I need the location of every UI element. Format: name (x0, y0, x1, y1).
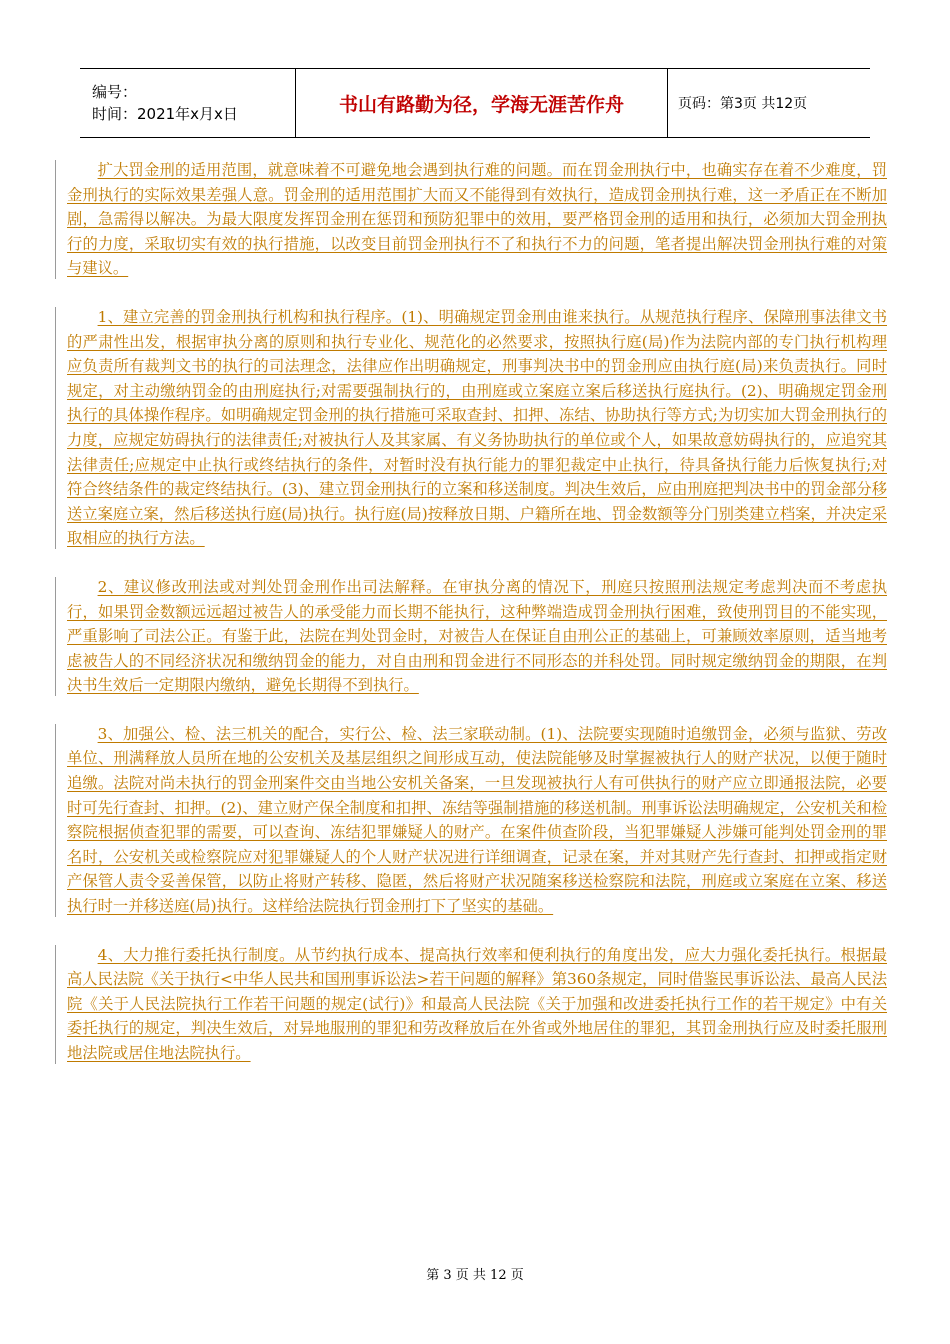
paragraph-intro (67, 158, 887, 281)
header-meta (80, 69, 295, 137)
revision-bar (55, 945, 56, 1064)
paragraph-text: 3、加强公、检、法三机关的配合，实行公、检、法三家联动制。(1)、法院要实现随时追缴罚金，必须与监狱、劳改单位、刑满释放人员所在地的公安机关及基层组织之间形成互动，使法院能够及时掌握被执行人的财产状况，以便于随时追缴。法院对尚未执行的罚金刑案件交由当地公安机关备案，一旦发现被执行人有可供执行的财产应立即通报法院，必要时可先行查封、扣押。(2)、建立财产保全制度和扣押、冻结等强制措施的移送机制。刑事诉讼法明确规定，公安机关和检察院根据侦查犯罪的需要，可以查询、冻结犯罪嫌疑人的财产。在案件侦查阶段，当犯罪嫌疑人涉嫌可能判处罚金刑的罪名时，公安机关或检察院应对犯罪嫌疑人的个人财产状况进行详细调查，记录在案，并对其财产先行查封、扣押或指定财产保管人责令妥善保管，以防止将财产转移、隐匿，然后将财产状况随案移送检察院和法院，刑庭或立案庭在立案、移送执行时一并移送庭(局)执行。这样给法院执行罚金刑打下了坚实的基础。 (67, 724, 887, 916)
paragraph-point-1 (67, 305, 887, 551)
document-number-label: 编号： (92, 83, 138, 101)
paragraph-text: 4、大力推行委托执行制度。从节约执行成本、提高执行效率和便利执行的角度出发，应大力强化委托执行。根据最高人民法院《关于执行<中华人民共和国刑事诉讼法>若干问题的解释》第360条规定，同时借鉴民事诉讼法、最高人民法院《关于人民法院执行工作若干问题的规定(试行)》和最高人民法院《关于加强和改进委托执行工作的若干规定》中有关委托执行的规定，判决生效后，对异地服刑的罪犯和劳改释放后在外省或外地居住的罪犯，其罚金刑执行应及时委托服刑地法院或居住地法院执行。 (67, 945, 887, 1062)
header-motto (295, 69, 668, 137)
page-header (80, 68, 870, 138)
paragraph-text: 1、建立完善的罚金刑执行机构和执行程序。(1)、明确规定罚金刑由谁来执行。从规范执行程序、保障刑事法律文书的严肃性出发，根据审执分离的原则和执行专业化、规范化的必然要求，按照执行庭(局)作为法院内部的专门执行机构理应负责所有裁判文书的执行的司法理念，法律应作出明确规定，刑事判决书中的罚金刑应由执行庭(局)来负责执行。同时规定，对主动缴纳罚金的由刑庭执行;对需要强制执行的，由刑庭或立案庭立案后移送执行庭执行。(2)、明确规定罚金刑执行的具体操作程序。如明确规定罚金刑的执行措施可采取查封、扣押、冻结、协助执行等方式;为切实加大罚金刑执行的力度，应规定妨碍执行的法律责任;对被执行人及其家属、有义务协助执行的单位或个人，如果故意妨碍执行的，应追究其法律责任;应规定中止执行或终结执行的条件，对暂时没有执行能力的罪犯裁定中止执行，待具备执行能力后恢复执行;对符合终结条件的裁定终结执行。(3)、建立罚金刑执行的立案和移送制度。判决生效后，应由刑庭把判决书中的罚金部分移送立案庭立案，然后移送执行庭(局)执行。执行庭(局)按释放日期、户籍所在地、罚金数额等分门别类建立档案，并决定采取相应的执行方法。 (67, 307, 887, 548)
revision-bar (55, 307, 56, 549)
header-page-info (668, 69, 870, 137)
revision-bar (55, 160, 56, 279)
revision-bar (55, 577, 56, 696)
paragraph-point-3 (67, 722, 887, 919)
paragraph-point-4 (67, 943, 887, 1066)
document-time-label: 时间：2021年x月x日 (92, 105, 238, 123)
revision-bar (55, 724, 56, 917)
footer-page-number: 第 3 页 共 12 页 (426, 1268, 524, 1283)
page-footer (0, 1264, 950, 1283)
paragraph-text: 扩大罚金刑的适用范围，就意味着不可避免地会遇到执行难的问题。而在罚金刑执行中，也确实存在着不少难度，罚金刑执行的实际效果差强人意。罚金刑的适用范围扩大而又不能得到有效执行，造成罚金刑执行难，这一矛盾正在不断加剧，急需得以解决。为最大限度发挥罚金刑在惩罚和预防犯罪中的效用，要严格罚金刑的适用和执行，必须加大罚金刑执行的力度，采取切实有效的执行措施，以改变目前罚金刑执行不了和执行不力的问题，笔者提出解决罚金刑执行难的对策与建议。 (67, 161, 887, 278)
paragraph-text: 2、建议修改刑法或对判处罚金刑作出司法解释。在审执分离的情况下，刑庭只按照刑法规定考虑判决而不考虑执行，如果罚金数额远远超过被告人的承受能力而长期不能执行，这种弊端造成罚金刑执行困难，致使刑罚目的不能实现，严重影响了司法公正。有鉴于此，法院在判处罚金时，对被告人在保证自由刑公正的基础上，可兼顾效率原则，适当地考虑被告人的不同经济状况和缴纳罚金的能力，对自由刑和罚金进行不同形态的并科处罚。同时规定缴纳罚金的期限，在判决书生效后一定期限内缴纳，避免长期得不到执行。 (67, 577, 887, 695)
page-info-text: 页码：第3页 共12页 (678, 96, 808, 112)
paragraph-point-2 (67, 575, 887, 698)
document-body (67, 158, 887, 1090)
motto-text: 书山有路勤为径，学海无涯苦作舟 (338, 93, 624, 116)
